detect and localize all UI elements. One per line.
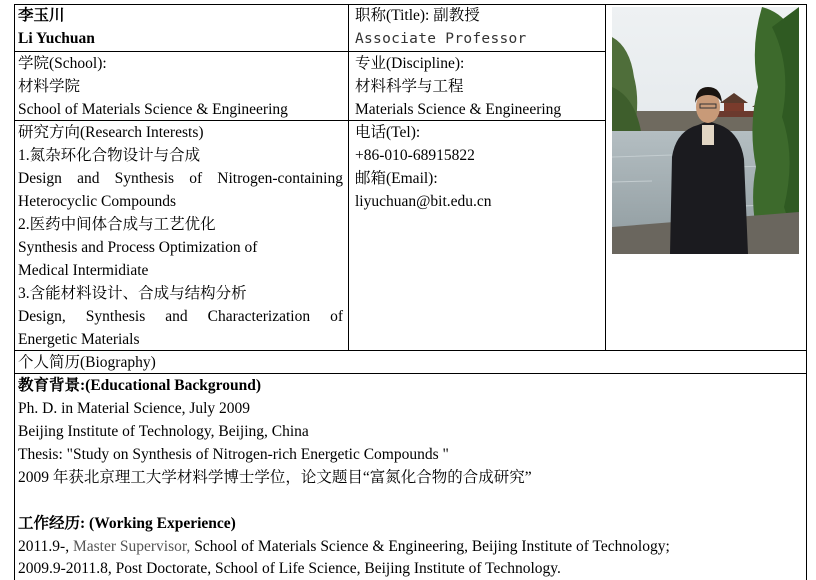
education-line: Ph. D. in Material Science, July 2009	[18, 400, 251, 417]
border-left	[14, 4, 15, 580]
research-line: 3.含能材料设计、合成与结构分析	[18, 285, 247, 302]
work-entry-rest: School of Materials Science & Engineering, Beijing Institute of Technology;	[190, 538, 670, 555]
research-label: 研究方向(Research Interests)	[18, 124, 204, 141]
school-cn: 材料学院	[18, 78, 81, 95]
discipline-cn: 材料科学与工程	[355, 78, 464, 95]
tel-value: +86-010-68915822	[355, 147, 475, 164]
research-line: Design and Synthesis of Nitrogen-containing	[18, 170, 343, 187]
education-line: 2009 年获北京理工大学材料学博士学位，论文题目“富氮化合物的合成研究”	[18, 469, 532, 486]
email-label: 邮箱(Email):	[355, 170, 438, 187]
profile-photo	[612, 7, 799, 254]
divider-col-1	[348, 4, 349, 350]
work-entry-period: 2011.9-,	[18, 538, 73, 555]
title-en: Associate Professor	[355, 31, 527, 47]
discipline-label: 专业(Discipline):	[355, 55, 465, 72]
biography-header: 个人简历(Biography)	[18, 354, 156, 371]
research-line: Design, Synthesis and Characterization of	[18, 308, 343, 325]
education-line: Thesis: "Study on Synthesis of Nitrogen-rich Energetic Compounds "	[18, 446, 449, 463]
research-line: Heterocyclic Compounds	[18, 193, 176, 210]
name-en: Li Yuchuan	[18, 30, 95, 47]
research-line: Synthesis and Process Optimization of	[18, 239, 258, 256]
tel-label: 电话(Tel):	[355, 124, 421, 141]
school-label: 学院(School):	[18, 55, 107, 72]
research-line: 1.氮杂环化合物设计与合成	[18, 147, 201, 164]
education-heading: 教育背景:(Educational Background)	[18, 377, 262, 394]
work-entry-role: Master Supervisor,	[72, 538, 191, 555]
research-line: 2.医药中间体合成与工艺优化	[18, 216, 216, 233]
school-en: School of Materials Science & Engineering	[18, 101, 288, 118]
research-line: Energetic Materials	[18, 331, 140, 348]
discipline-en: Materials Science & Engineering	[355, 101, 562, 118]
border-right	[806, 4, 807, 580]
title-label: 职称(Title): 副教授	[355, 7, 480, 24]
education-line: Beijing Institute of Technology, Beijing, China	[18, 423, 309, 440]
research-line: Medical Intermidiate	[18, 262, 149, 279]
name-cn: 李玉川	[18, 7, 65, 24]
work-heading: 工作经历: (Working Experience)	[18, 515, 236, 532]
divider-col-2	[605, 4, 606, 350]
work-entry: 2009.9-2011.8, Post Doctorate, School of Life Science, Beijing Institute of Technology.	[18, 560, 561, 577]
work-entry	[18, 535, 670, 558]
email-value[interactable]: liyuchuan@bit.edu.cn	[355, 193, 492, 210]
